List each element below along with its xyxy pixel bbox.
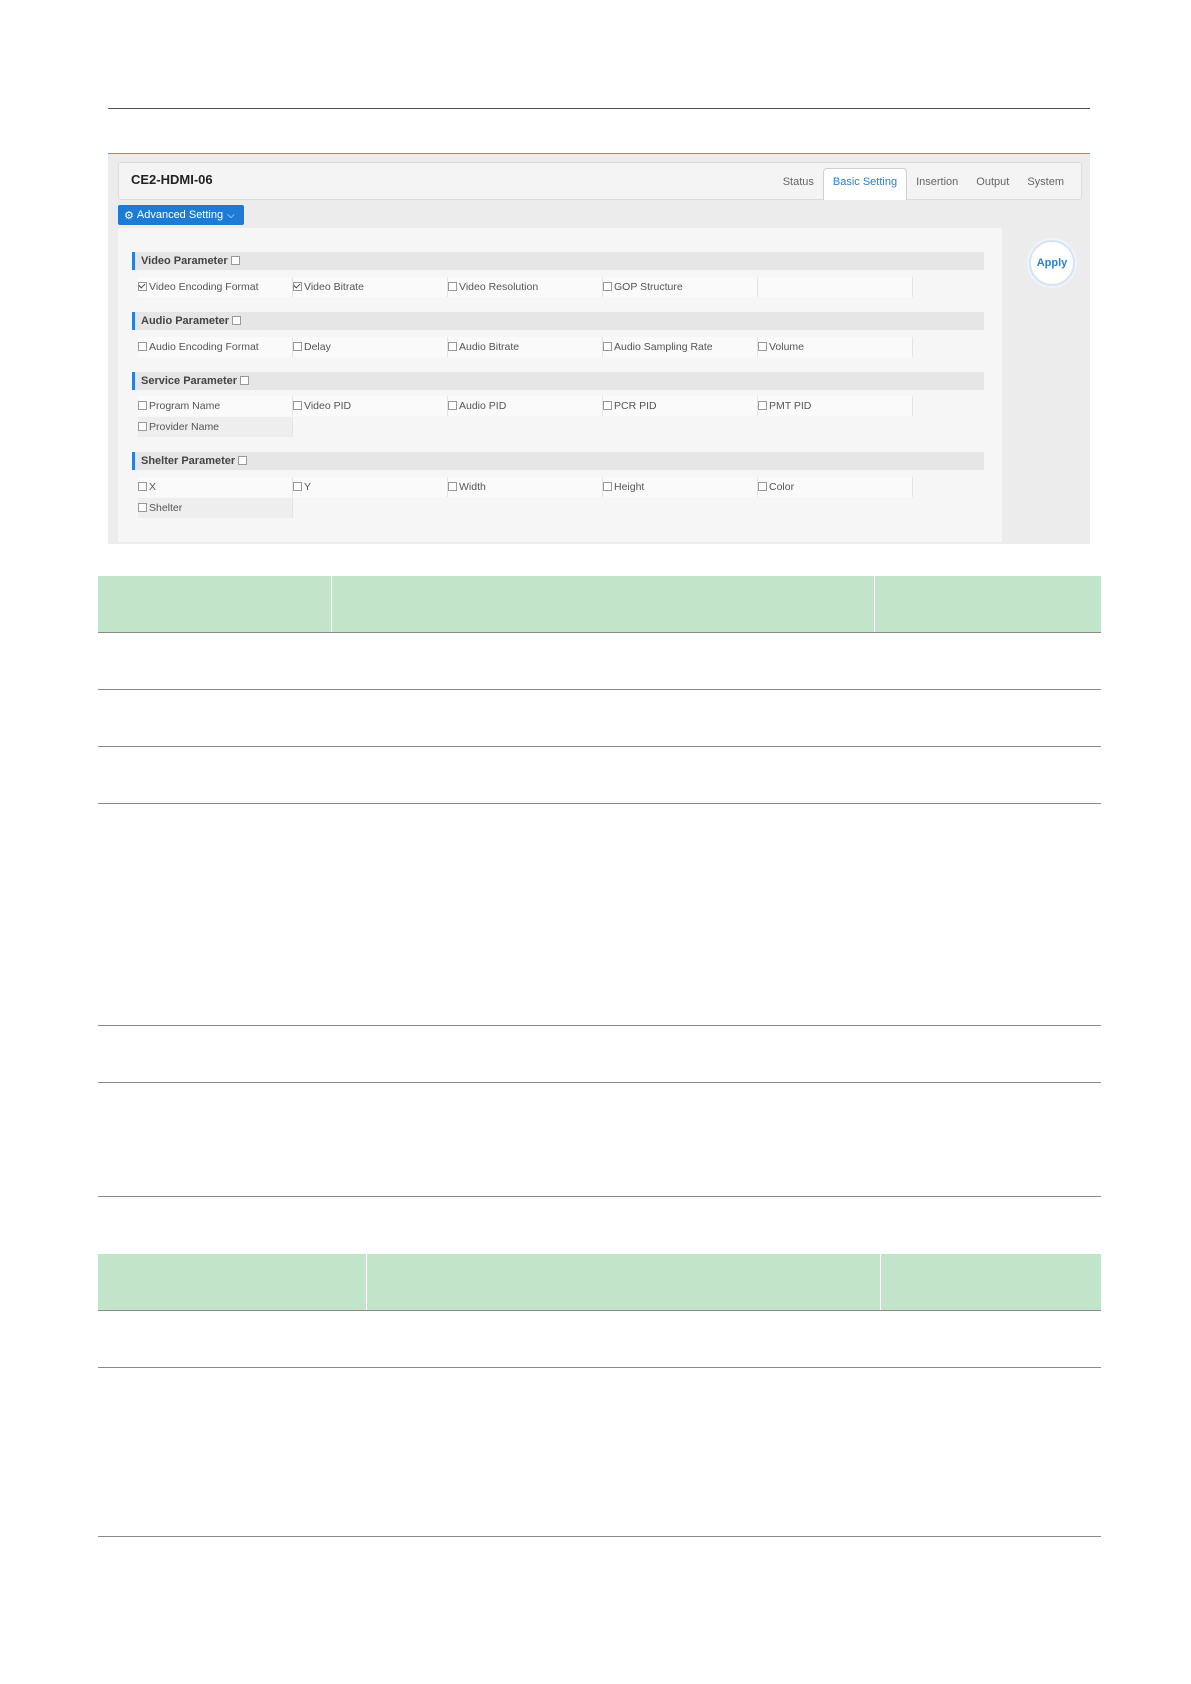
option-volume[interactable] (758, 337, 913, 357)
option-label: Shelter (149, 502, 183, 514)
tab-system[interactable]: System (1027, 176, 1064, 188)
checkbox[interactable] (448, 342, 457, 351)
table-row-divider (98, 689, 1101, 690)
option-label: Program Name (149, 400, 221, 412)
checkbox[interactable] (293, 282, 302, 291)
header-divider (874, 576, 875, 632)
audio-parameter-row (138, 337, 913, 357)
option-label: GOP Structure (614, 281, 683, 293)
option-video-encoding-format[interactable] (138, 277, 293, 297)
checkbox[interactable] (293, 342, 302, 351)
tab-status[interactable]: Status (782, 176, 814, 188)
section-audio-parameter (132, 312, 984, 330)
header-divider (331, 576, 332, 632)
option-audio-pid[interactable] (448, 396, 603, 416)
service-parameter-row-2 (138, 417, 293, 437)
table-row-divider (98, 1367, 1101, 1368)
section-checkbox[interactable] (232, 316, 241, 325)
shelter-parameter-row-2 (138, 498, 293, 518)
tab-basic-setting[interactable]: Basic Setting (823, 168, 907, 200)
device-title: CE2-HDMI-06 (131, 172, 213, 187)
apply-button[interactable]: Apply (1029, 240, 1075, 286)
checkbox[interactable] (138, 342, 147, 351)
table-row-divider (98, 632, 1101, 633)
checkbox[interactable] (448, 401, 457, 410)
option-label: Video Resolution (459, 281, 539, 293)
option-y[interactable] (293, 477, 448, 497)
option-label: Audio Encoding Format (149, 341, 259, 353)
option-x[interactable] (138, 477, 293, 497)
option-label: PCR PID (614, 400, 657, 412)
checkbox[interactable] (603, 401, 612, 410)
option-gop-structure[interactable] (603, 277, 758, 297)
tab-output[interactable]: Output (976, 176, 1010, 188)
section-checkbox[interactable] (240, 376, 249, 385)
page-top-rule (108, 108, 1090, 109)
checkbox[interactable] (293, 482, 302, 491)
option-label: Audio Sampling Rate (614, 341, 713, 353)
option-label: Height (614, 481, 645, 493)
checkbox[interactable] (448, 482, 457, 491)
option-audio-encoding-format[interactable] (138, 337, 293, 357)
checkbox[interactable] (138, 482, 147, 491)
option-pmt-pid[interactable] (758, 396, 913, 416)
option-label: Video Bitrate (304, 281, 364, 293)
advanced-setting-button[interactable] (118, 205, 244, 225)
checkbox[interactable] (758, 342, 767, 351)
checkbox[interactable] (758, 401, 767, 410)
section-checkbox[interactable] (231, 256, 240, 265)
option-program-name[interactable] (138, 396, 293, 416)
table-row-divider (98, 1536, 1101, 1537)
option-label: Audio PID (459, 400, 507, 412)
option-provider-name[interactable] (138, 417, 293, 437)
video-parameter-row (138, 277, 913, 297)
table-2-header (98, 1254, 1101, 1310)
section-service-parameter (132, 372, 984, 390)
checkbox[interactable] (293, 401, 302, 410)
section-video-parameter (132, 252, 984, 270)
option-label: X (149, 481, 157, 493)
tab-insertion[interactable]: Insertion (916, 176, 959, 188)
service-parameter-row-1 (138, 396, 913, 416)
checkbox[interactable] (603, 342, 612, 351)
option-label: Width (459, 481, 486, 493)
option-label: Delay (304, 341, 331, 353)
section-title: Audio Parameter (141, 315, 230, 327)
option-video-bitrate[interactable] (293, 277, 448, 297)
advanced-setting-label: Advanced Setting (136, 209, 224, 221)
table-row-divider (98, 1082, 1101, 1083)
tab-bar (774, 169, 1073, 199)
option-color[interactable] (758, 477, 913, 497)
table-row-divider (98, 1196, 1101, 1197)
option-label: Y (304, 481, 312, 493)
checkbox[interactable] (138, 422, 147, 431)
checkbox[interactable] (448, 282, 457, 291)
option-label: Provider Name (149, 421, 220, 433)
table-row-divider (98, 1025, 1101, 1026)
option-width[interactable] (448, 477, 603, 497)
option-label: Audio Bitrate (459, 341, 520, 353)
section-checkbox[interactable] (238, 456, 247, 465)
section-title: Video Parameter (141, 255, 228, 267)
header-divider (366, 1254, 367, 1310)
checkbox[interactable] (138, 503, 147, 512)
table-1-header (98, 576, 1101, 632)
option-audio-bitrate[interactable] (448, 337, 603, 357)
checkbox[interactable] (758, 482, 767, 491)
table-row-divider (98, 1310, 1101, 1311)
shelter-parameter-row-1 (138, 477, 913, 497)
section-title: Service Parameter (141, 375, 238, 387)
empty-cell (758, 277, 913, 297)
option-video-pid[interactable] (293, 396, 448, 416)
option-label: Video Encoding Format (149, 281, 259, 293)
option-pcr-pid[interactable] (603, 396, 758, 416)
checkbox[interactable] (603, 482, 612, 491)
option-label: PMT PID (769, 400, 812, 412)
section-shelter-parameter (132, 452, 984, 470)
checkbox[interactable] (603, 282, 612, 291)
header-bar (118, 162, 1082, 200)
option-audio-sampling-rate[interactable] (603, 337, 758, 357)
option-video-resolution[interactable] (448, 277, 603, 297)
table-row-divider (98, 803, 1101, 804)
option-label: Video PID (304, 400, 352, 412)
option-label: Color (769, 481, 795, 493)
option-delay[interactable] (293, 337, 448, 357)
option-height[interactable] (603, 477, 758, 497)
settings-screenshot (108, 153, 1090, 544)
gear-icon: ⚙ (124, 209, 134, 222)
chevron-down-icon: ⌵ (227, 209, 235, 221)
option-label: Volume (769, 341, 805, 353)
option-shelter[interactable] (138, 498, 293, 518)
header-divider (880, 1254, 881, 1310)
checkbox[interactable] (138, 282, 147, 291)
section-title: Shelter Parameter (141, 455, 236, 467)
checkbox[interactable] (138, 401, 147, 410)
table-row-divider (98, 746, 1101, 747)
